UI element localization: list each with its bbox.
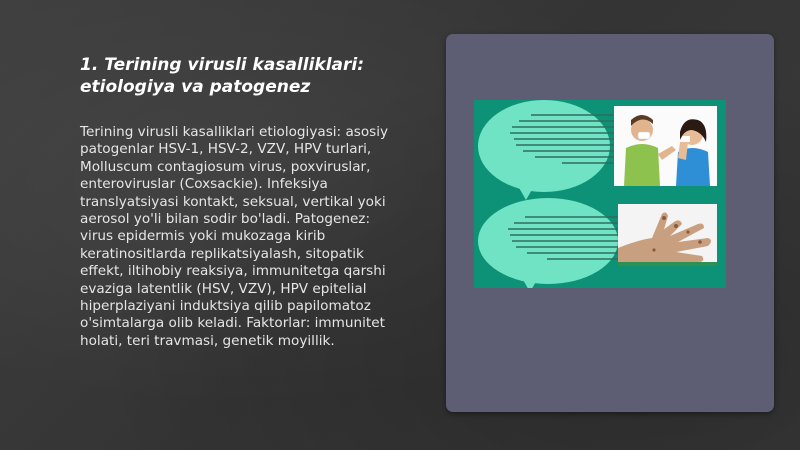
slide-body-text: Terining virusli kasalliklari etiologiyasi: asosiy patogenlar HSV-1, HSV-2, VZV, HPV turlari, Molluscum contagiosum virus, poxviruslar, enteroviruslar (Coxsackie). Infeksiya translyatsiyasi kontakt, seksual, vertikal yoki aerosol yo'li bilan sodir bo'ladi. Patogenez: virus epidermis yoki mukozaga kirib keratinositlarda replikatsiyalash, sitopatik effekt, iltihobiy reaksiya, immunitetga qarshi evaziga latentlik (HSV, VZV), HPV epitelial hiperplaziyani induktsiya qilib papilomatoz o'simtalarga olib keladi. Faktorlar: immunitet holati, teri travmasi, genetik moyillik.: [80, 124, 389, 349]
illustration-image: [474, 100, 726, 288]
speech-bubble-tail-top: [518, 186, 534, 200]
children-coughing-photo: [614, 106, 717, 186]
slide-title: 1. Terining virusli kasalliklari: etiologiya va patogenez: [80, 55, 365, 97]
speech-bubble-tail-bottom: [522, 278, 538, 288]
hand-skin-lesion-photo: [618, 204, 717, 266]
